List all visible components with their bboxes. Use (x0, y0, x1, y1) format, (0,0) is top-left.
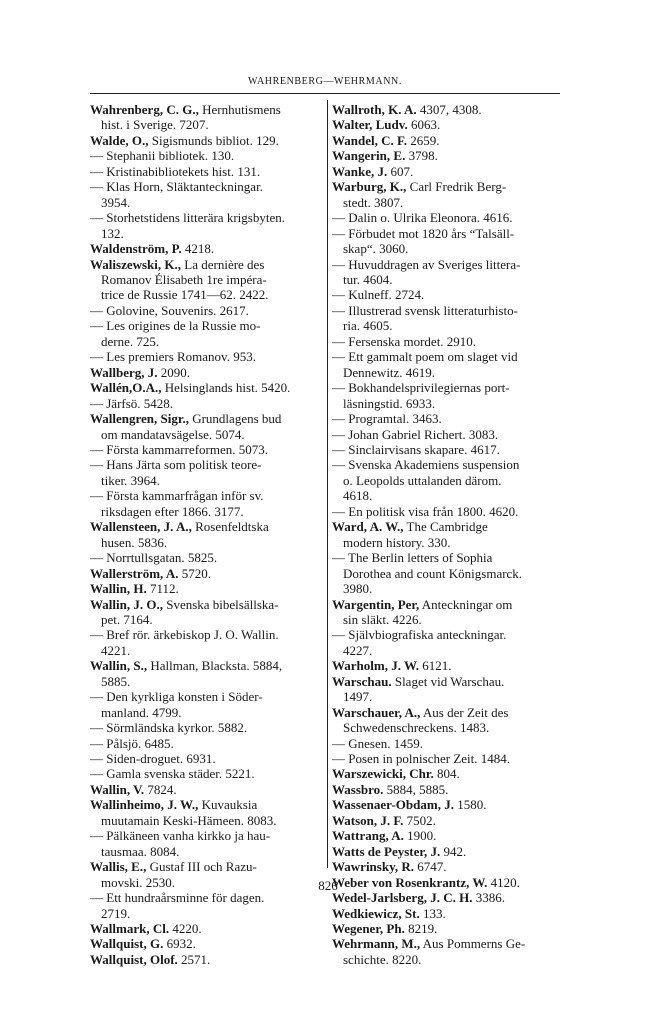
index-line (90, 674, 326, 689)
entry-headword: Walter, Ludv. (332, 117, 408, 133)
entry-text: Rosenfeldtska (191, 519, 269, 535)
index-line (90, 782, 326, 797)
entry-headword: Wallin, V. (90, 781, 145, 797)
entry-text: — Les origines de la Russie mo- (90, 318, 261, 334)
index-line (90, 627, 326, 642)
entry-text: — The Berlin letters of Sophia (332, 550, 493, 566)
index-line (90, 936, 326, 951)
index-line (332, 612, 564, 627)
index-line (332, 658, 564, 673)
entry-headword: Warburg, K., (332, 179, 407, 195)
entry-text: 5885. (101, 673, 131, 689)
index-line (90, 349, 326, 364)
entry-text: — Johan Gabriel Richert. 3083. (332, 426, 499, 442)
entry-text: 804. (433, 766, 460, 782)
entry-text: 6121. (419, 658, 452, 674)
index-line (332, 797, 564, 812)
entry-text: tiker. 3964. (101, 472, 160, 488)
index-line (90, 179, 326, 194)
index-line (90, 581, 326, 596)
entry-text: 3386. (472, 890, 505, 906)
entry-text: skap“. 3060. (343, 241, 409, 257)
entry-text: 2719. (101, 905, 131, 921)
entry-text: — Fersenska mordet. 2910. (332, 333, 477, 349)
index-line (332, 535, 564, 550)
index-line (90, 906, 326, 921)
entry-text: husen. 5836. (101, 534, 168, 550)
index-line (332, 457, 564, 472)
index-line (332, 349, 564, 364)
entry-text: 1497. (343, 689, 373, 705)
entry-text: Hernhutismens (198, 102, 281, 117)
header-rule (90, 93, 560, 94)
entry-text: 132. (101, 225, 124, 241)
index-line (90, 133, 326, 148)
index-line (332, 287, 564, 302)
entry-text: — En politisk visa från 1800. 4620. (332, 503, 519, 519)
index-line (90, 148, 326, 163)
entry-text: 942. (440, 843, 467, 859)
entry-text: modern history. 330. (343, 534, 451, 550)
entry-text: Sigismunds bibliot. 129. (148, 132, 279, 148)
index-line (90, 380, 326, 395)
entry-text: 7502. (403, 812, 436, 828)
index-line (90, 210, 326, 225)
entry-headword: Wahrenberg, C. G., (90, 102, 199, 117)
entry-text: riksdagen efter 1866. 3177. (101, 503, 244, 519)
entry-headword: Walde, O., (90, 132, 149, 148)
entry-headword: Ward, A. W., (332, 519, 404, 535)
entry-text: 2571. (177, 951, 211, 967)
index-line (90, 272, 326, 287)
entry-text: stedt. 3807. (343, 194, 404, 210)
entry-text: 6063. (407, 117, 441, 133)
entry-headword: Wassbro. (332, 781, 384, 797)
entry-headword: Wallengren, Sigr., (90, 411, 189, 427)
entry-text: tausmaa. 8084. (101, 843, 180, 859)
index-line (90, 736, 326, 751)
entry-text: — Förbudet mot 1820 års “Talsäll- (332, 225, 515, 241)
entry-headword: Wallberg, J. (90, 364, 158, 380)
entry-text: — Klas Horn, Släktanteckningar. (90, 179, 263, 195)
index-line (90, 241, 326, 256)
index-line (332, 566, 564, 581)
entry-text: — Kulneff. 2724. (332, 287, 425, 303)
entry-text: — Bref rör. ärkebiskop J. O. Wallin. (90, 627, 279, 643)
index-line (332, 828, 564, 843)
entry-text: manland. 4799. (101, 704, 182, 720)
entry-text: Gustaf III och Razu- (146, 859, 257, 875)
entry-text: — Gamla svenska städer. 5221. (90, 766, 255, 782)
entry-text: Helsinglands hist. 5420. (161, 380, 291, 396)
entry-headword: Wallis, E., (90, 859, 147, 875)
entry-text: — Sinclairvisans skapare. 4617. (332, 441, 500, 457)
index-line (332, 936, 564, 951)
index-line (332, 751, 564, 766)
entry-text: sin släkt. 4226. (343, 611, 422, 627)
entry-text: 4618. (343, 488, 373, 504)
entry-text: 5720. (178, 565, 211, 581)
entry-text: — Svenska Akademiens suspension (332, 457, 520, 473)
entry-headword: Wehrmann, M., (332, 936, 421, 952)
entry-headword: Wedkiewicz, St. (332, 905, 420, 921)
entry-headword: Wassenaer-Obdam, J. (332, 797, 454, 813)
entry-headword: Wattrang, A. (332, 828, 404, 844)
index-line (90, 828, 326, 843)
column-divider (327, 100, 328, 868)
index-line (90, 457, 326, 472)
entry-headword: Wallerström, A. (90, 565, 179, 581)
index-line (90, 751, 326, 766)
index-line (332, 380, 564, 395)
entry-text: 6747. (414, 859, 447, 875)
entry-text: Schwedenschreckens. 1483. (343, 720, 490, 736)
entry-text: 4220. (169, 921, 202, 937)
index-line (90, 411, 326, 426)
index-line (90, 550, 326, 565)
index-line (332, 411, 564, 426)
entry-text: schichte. 8220. (343, 951, 422, 967)
index-line (332, 906, 564, 921)
entry-text: — Den kyrkliga konsten i Söder- (90, 689, 263, 705)
entry-headword: Wawrinsky, R. (332, 859, 414, 875)
index-line (90, 396, 326, 411)
index-line (90, 195, 326, 210)
index-line (90, 488, 326, 503)
entry-headword: Wangerin, E. (332, 148, 406, 164)
index-line (90, 334, 326, 349)
entry-text: — Storhetstidens litterära krigsbyten. (90, 210, 285, 226)
right-column (332, 102, 564, 967)
index-line (90, 164, 326, 179)
index-line (90, 643, 326, 658)
index-line (90, 597, 326, 612)
index-line (332, 689, 564, 704)
entry-text: derne. 725. (101, 333, 160, 349)
entry-text: Slaget vid Warschau. (391, 673, 505, 689)
entry-headword: Warschauer, A., (332, 704, 421, 720)
index-line (332, 241, 564, 256)
entry-text: — Gnesen. 1459. (332, 735, 423, 751)
index-line (332, 117, 564, 132)
entry-text: 1900. (403, 828, 437, 844)
index-line (90, 766, 326, 781)
index-line (90, 102, 326, 117)
index-line (332, 643, 564, 658)
index-line (332, 303, 564, 318)
entry-headword: Wargentin, Per, (332, 596, 420, 612)
entry-headword: Wanke, J. (332, 163, 388, 179)
entry-headword: Watts de Peyster, J. (332, 843, 441, 859)
entry-text: — Illustrerad svensk litteraturhisto- (332, 302, 518, 318)
entry-text: Romanov Élisabeth 1re impéra- (101, 271, 267, 287)
entry-text: — Siden-droguet. 6931. (90, 751, 216, 767)
page-number: 826 (318, 878, 338, 893)
entry-text: om mandatavsägelse. 5074. (101, 426, 245, 442)
entry-text: läsningstid. 6933. (343, 395, 436, 411)
entry-text: — Hans Järta som politisk teore- (90, 457, 262, 473)
entry-text: — Kristinabibliotekets hist. 131. (90, 163, 261, 179)
entry-headword: Wallquist, Olof. (90, 951, 178, 967)
entry-headword: Warholm, J. W. (332, 658, 420, 674)
index-line (90, 859, 326, 874)
index-line (332, 766, 564, 781)
entry-headword: Wallroth, K. A. (332, 102, 417, 117)
entry-text: Anteckningar om (419, 596, 513, 612)
entry-text: ria. 4605. (343, 318, 393, 334)
index-line (332, 272, 564, 287)
entry-headword: Wallén,O.A., (90, 380, 162, 396)
index-line (332, 102, 564, 117)
entry-text: pet. 7164. (101, 611, 153, 627)
index-line (90, 504, 326, 519)
entry-headword: Wallin, H. (90, 581, 147, 597)
entry-headword: Wallin, S., (90, 658, 148, 674)
index-line (90, 689, 326, 704)
index-line (332, 442, 564, 457)
entry-headword: Wedel-Jarlsberg, J. C. H. (332, 890, 473, 906)
entry-text: 2659. (407, 132, 440, 148)
entry-text: — Sörmländska kyrkor. 5882. (90, 720, 248, 736)
index-line (332, 921, 564, 936)
entry-text: 4307, 4308. (416, 102, 482, 117)
entry-text: — Självbiografiska anteckningar. (332, 627, 507, 643)
index-line (332, 550, 564, 565)
index-line (332, 488, 564, 503)
entry-text: — Ett hundraårsminne för dagen. (90, 890, 265, 906)
entry-text: Aus Pommerns Ge- (420, 936, 526, 952)
index-line (332, 952, 564, 967)
entry-text: hist. i Sverige. 7207. (101, 117, 209, 133)
entry-text: 4227. (343, 642, 373, 658)
entry-headword: Wallensteen, J. A., (90, 519, 192, 535)
index-line (332, 318, 564, 333)
entry-headword: Wandel, C. F. (332, 132, 408, 148)
entry-text: — Järfsö. 5428. (90, 395, 174, 411)
index-line (332, 396, 564, 411)
index-line (332, 844, 564, 859)
entry-text: — Pälkäneen vanha kirkko ja hau- (90, 828, 271, 844)
entry-text: 7824. (144, 781, 177, 797)
index-line (90, 473, 326, 488)
entry-text: — Les premiers Romanov. 953. (90, 349, 256, 365)
index-line (332, 195, 564, 210)
entry-text: Aus der Zeit des (420, 704, 509, 720)
left-column (90, 102, 326, 967)
index-line (90, 535, 326, 550)
index-line (332, 365, 564, 380)
entry-text: tur. 4604. (343, 271, 393, 287)
entry-text: 1580. (453, 797, 487, 813)
index-line (332, 334, 564, 349)
entry-text: La dernière des (181, 256, 265, 272)
index-line (90, 365, 326, 380)
index-line (332, 720, 564, 735)
entry-headword: Wallquist, G. (90, 936, 164, 952)
index-line (90, 287, 326, 302)
entry-text: — Första kammarreformen. 5073. (90, 441, 268, 457)
entry-headword: Wallin, J. O., (90, 596, 163, 612)
index-line (332, 674, 564, 689)
index-line (90, 813, 326, 828)
entry-text: 4218. (181, 241, 215, 257)
index-line (332, 504, 564, 519)
entry-text: o. Leopolds uttalanden därom. (343, 472, 502, 488)
index-line (90, 257, 326, 272)
entry-text: Svenska bibelsällska- (162, 596, 279, 612)
entry-text: — Pålsjö. 6485. (90, 735, 174, 751)
entry-text: trice de Russie 1741—62. 2422. (101, 287, 269, 303)
index-line (90, 844, 326, 859)
index-line (90, 318, 326, 333)
index-line (332, 427, 564, 442)
entry-text: 6932. (163, 936, 196, 952)
entry-text: — Stephanii bibliotek. 130. (90, 148, 235, 164)
index-line (332, 627, 564, 642)
index-line (90, 303, 326, 318)
entry-text: Kuvauksia (198, 797, 258, 813)
entry-text: 607. (387, 163, 414, 179)
entry-text: Carl Fredrik Berg- (406, 179, 507, 195)
entry-text: — Golovine, Souvenirs. 2617. (90, 302, 249, 318)
index-line (332, 473, 564, 488)
entry-text: movski. 2530. (101, 874, 176, 890)
entry-text: 4221. (101, 642, 131, 658)
entry-text: — Första kammarfrågan inför sv. (90, 488, 264, 504)
entry-text: 3980. (343, 581, 373, 597)
entry-headword: Wegener, Ph. (332, 921, 405, 937)
index-line (332, 782, 564, 797)
entry-headword: Wallinheimo, J. W., (90, 797, 199, 813)
entry-text: Hallman, Blacksta. 5884, (147, 658, 283, 674)
entry-text: — Posen in polnischer Zeit. 1484. (332, 751, 511, 767)
index-line (332, 257, 564, 272)
index-line (90, 658, 326, 673)
entry-text: — Huvuddragen av Sveriges littera- (332, 256, 521, 272)
entry-text: Dennewitz. 4619. (343, 364, 436, 380)
entry-text: muutamain Keski-Hämeen. 8083. (101, 812, 277, 828)
entry-headword: Watson, J. F. (332, 812, 404, 828)
index-line (90, 442, 326, 457)
index-line (332, 813, 564, 828)
index-line (90, 427, 326, 442)
entry-text: 3954. (101, 194, 131, 210)
index-line (332, 133, 564, 148)
entry-text: 5884, 5885. (383, 781, 449, 797)
index-line (90, 797, 326, 812)
entry-text: The Cambridge (403, 519, 488, 535)
entry-headword: Weber von Rosenkrantz, W. (332, 874, 488, 890)
entry-text: 3798. (405, 148, 438, 164)
entry-text: — Programtal. 3463. (332, 411, 442, 427)
entry-headword: Waldenström, P. (90, 241, 182, 257)
index-line (90, 952, 326, 967)
entry-text: Dorothea and count Königsmarck. (343, 565, 523, 581)
index-line (90, 705, 326, 720)
index-line (332, 859, 564, 874)
entry-text: 7112. (146, 581, 179, 597)
entry-text: 8219. (404, 921, 438, 937)
entry-headword: Wallmark, Cl. (90, 921, 170, 937)
entry-text: 4120. (487, 874, 520, 890)
index-line (90, 921, 326, 936)
index-line (332, 179, 564, 194)
index-line (90, 612, 326, 627)
entry-text: — Norrtullsgatan. 5825. (90, 550, 218, 566)
running-header: WAHRENBERG—WEHRMANN. (248, 76, 402, 87)
entry-headword: Waliszewski, K., (90, 256, 182, 272)
index-line (90, 566, 326, 581)
index-line (332, 210, 564, 225)
index-line (90, 720, 326, 735)
entry-text: — Bokhandelsprivilegiernas port- (332, 380, 510, 396)
entry-text: 133. (419, 905, 446, 921)
index-line (90, 226, 326, 241)
entry-text: — Dalin o. Ulrika Eleonora. 4616. (332, 210, 513, 226)
index-line (332, 164, 564, 179)
index-line (332, 581, 564, 596)
index-line (332, 519, 564, 534)
entry-text: — Ett gammalt poem om slaget vid (332, 349, 518, 365)
entry-headword: Warschau. (332, 673, 392, 689)
index-line (332, 226, 564, 241)
index-line (332, 148, 564, 163)
index-line (332, 736, 564, 751)
entry-headword: Warszewicki, Chr. (332, 766, 434, 782)
entry-text: Grundlagens bud (188, 411, 282, 427)
index-line (90, 117, 326, 132)
index-line (332, 705, 564, 720)
entry-text: 2090. (157, 364, 191, 380)
index-line (332, 597, 564, 612)
index-line (90, 519, 326, 534)
